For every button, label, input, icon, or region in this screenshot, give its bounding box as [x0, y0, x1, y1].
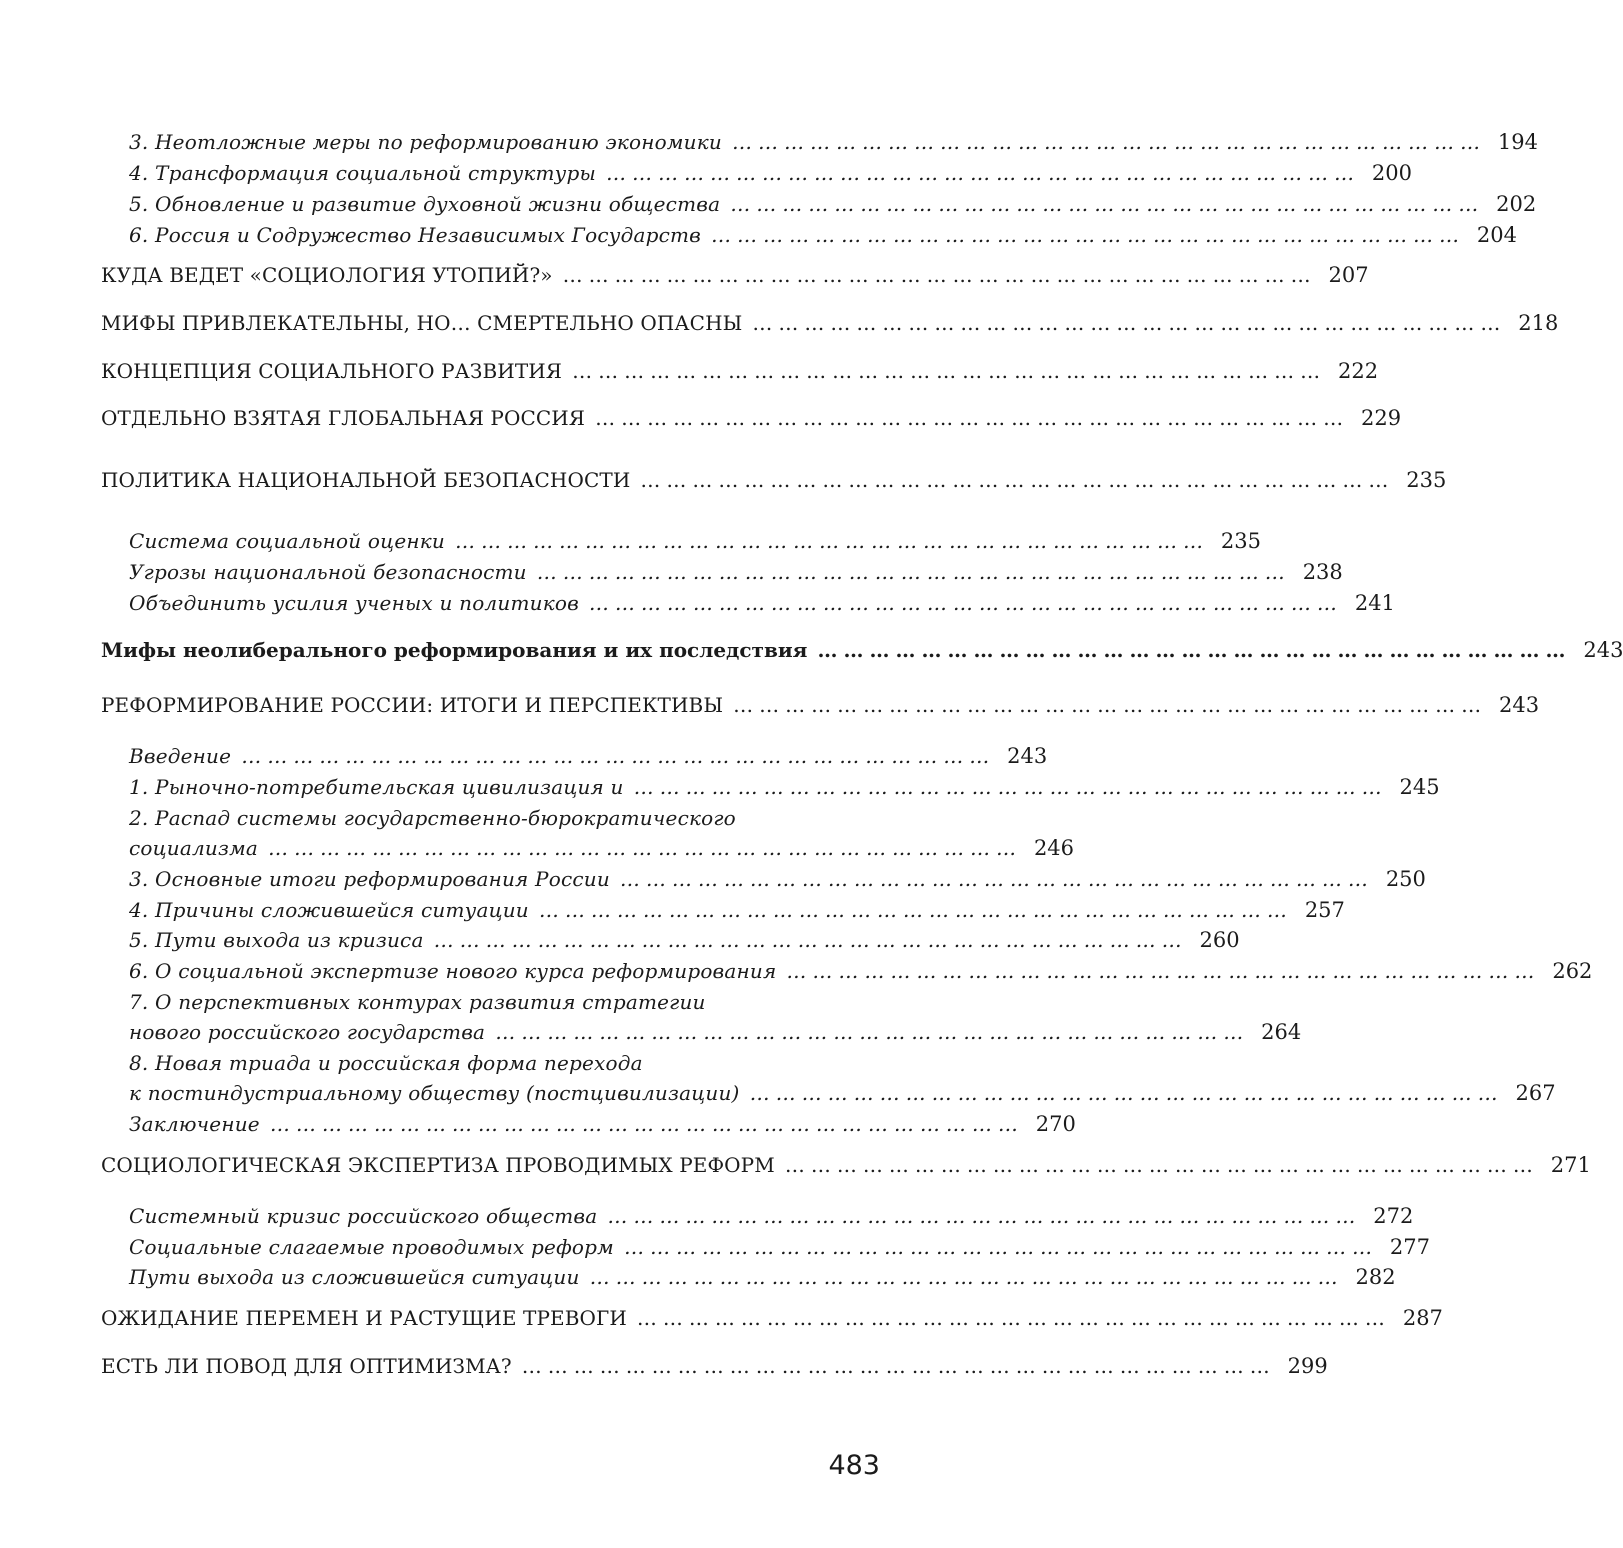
toc-entry[interactable]: [129, 1081, 1556, 1105]
toc-entry-page: 202: [1496, 192, 1537, 216]
toc-entry-page: 271: [1550, 1153, 1591, 1177]
dot-leader: ……………………………………………………………………………: [607, 1204, 1362, 1228]
toc-entry-page: 200: [1371, 161, 1412, 185]
dot-leader: ……………………………………………………………………………: [495, 1020, 1250, 1044]
dot-leader: ……………………………………………………………………………: [562, 263, 1317, 287]
dot-leader: ……………………………………………………………………………: [595, 406, 1350, 430]
toc-entry[interactable]: [129, 1265, 1396, 1289]
toc-entry-page: 245: [1399, 775, 1440, 799]
toc-entry-title-line1: 2. Распад системы государственно-бюрократического: [129, 806, 736, 830]
dot-leader: ……………………………………………………………………………: [269, 1112, 1024, 1136]
toc-entry-title: Система социальной оценки: [129, 529, 445, 553]
toc-entry-title: 3. Неотложные меры по реформированию экономики: [129, 130, 722, 154]
dot-leader: ……………………………………………………………………………: [588, 591, 1343, 615]
toc-entry[interactable]: [129, 161, 1412, 185]
toc-entry[interactable]: [129, 1112, 1076, 1136]
toc-entry-title: ОТДЕЛЬНО ВЗЯТАЯ ГЛОБАЛЬНАЯ РОССИЯ: [101, 406, 586, 430]
dot-leader: ……………………………………………………………………………: [619, 867, 1374, 891]
toc-entry[interactable]: [129, 560, 1343, 584]
toc-entry-page: 204: [1476, 223, 1517, 247]
toc-entry[interactable]: [129, 1020, 1302, 1044]
toc-entry-page: 238: [1302, 560, 1343, 584]
dot-leader: ……………………………………………………………………………: [817, 638, 1572, 662]
dot-leader: ……………………………………………………………………………: [572, 359, 1327, 383]
toc-entry-title: 3. Основные итоги реформирования России: [129, 867, 610, 891]
toc-entry-page: 299: [1287, 1354, 1328, 1378]
toc-entry-title: Объединить усилия ученых и политиков: [129, 591, 579, 615]
dot-leader: ……………………………………………………………………………: [536, 560, 1291, 584]
dot-leader: ……………………………………………………………………………: [749, 1081, 1504, 1105]
toc-entry[interactable]: [101, 263, 1369, 287]
dot-leader: ……………………………………………………………………………: [733, 693, 1488, 717]
toc-entry[interactable]: [129, 130, 1538, 154]
dot-leader: ……………………………………………………………………………: [538, 898, 1293, 922]
dot-leader: ……………………………………………………………………………: [731, 130, 1486, 154]
toc-entry-title: МИФЫ ПРИВЛЕКАТЕЛЬНЫ, НО… СМЕРТЕЛЬНО ОПАСНЫ: [101, 311, 743, 335]
toc-entry-page: 243: [1007, 744, 1048, 768]
toc-entry[interactable]: [129, 744, 1048, 768]
toc-entry[interactable]: [101, 1153, 1591, 1177]
toc-entry-title: СОЦИОЛОГИЧЕСКАЯ ЭКСПЕРТИЗА ПРОВОДИМЫХ РЕФОРМ: [101, 1153, 775, 1177]
toc-entry-page: 262: [1552, 959, 1593, 983]
dot-leader: ……………………………………………………………………………: [241, 744, 996, 768]
dot-leader: ……………………………………………………………………………: [730, 192, 1485, 216]
toc-entry-page: 282: [1355, 1265, 1396, 1289]
dot-leader: ……………………………………………………………………………: [589, 1265, 1344, 1289]
toc-entry-title: 4. Трансформация социальной структуры: [129, 161, 596, 185]
toc-entry[interactable]: [129, 192, 1537, 216]
dot-leader: ……………………………………………………………………………: [784, 1153, 1539, 1177]
toc-entry-page: 229: [1360, 406, 1402, 430]
toc-entry-title: нового российского государства: [129, 1020, 486, 1044]
dot-leader: ……………………………………………………………………………: [268, 836, 1023, 860]
toc-entry[interactable]: [101, 693, 1540, 717]
toc-entry-page: 243: [1499, 693, 1540, 717]
toc-entry[interactable]: [101, 1306, 1443, 1330]
toc-entry-title: к постиндустриальному обществу (постцивилизации): [129, 1081, 740, 1105]
toc-entry-title: Пути выхода из сложившейся ситуации: [129, 1265, 580, 1289]
toc-entry-page: 241: [1354, 591, 1395, 615]
toc-entry-title-line1: 7. О перспективных контурах развития стратегии: [129, 990, 706, 1014]
dot-leader: ……………………………………………………………………………: [623, 1235, 1378, 1259]
toc-entry-page: 250: [1385, 867, 1426, 891]
toc-entry-title: ОЖИДАНИЕ ПЕРЕМЕН И РАСТУЩИЕ ТРЕВОГИ: [101, 1306, 627, 1330]
toc-entry[interactable]: [129, 836, 1075, 860]
toc-entry-title: Социальные слагаемые проводимых реформ: [129, 1235, 614, 1259]
toc-entry-title: социализма: [129, 836, 259, 860]
dot-leader: ……………………………………………………………………………: [633, 775, 1388, 799]
toc-entry-title: Заключение: [129, 1112, 260, 1136]
toc-entry-page: 270: [1035, 1112, 1076, 1136]
toc-entry[interactable]: [101, 468, 1447, 492]
toc-entry-title: 4. Причины сложившейся ситуации: [129, 898, 529, 922]
toc-entry[interactable]: [129, 959, 1593, 983]
toc-entry-page: 257: [1304, 898, 1345, 922]
toc-entry-title: 5. Пути выхода из кризиса: [129, 928, 424, 952]
dot-leader: ……………………………………………………………………………: [454, 529, 1209, 553]
toc-entry-title: Введение: [129, 744, 232, 768]
toc-entry-page: 235: [1406, 468, 1447, 492]
toc-entry[interactable]: [101, 406, 1402, 430]
toc-entry[interactable]: [129, 1204, 1414, 1228]
toc-entry-title: КОНЦЕПЦИЯ СОЦИАЛЬНОГО РАЗВИТИЯ: [101, 359, 563, 383]
toc-entry-title: ПОЛИТИКА НАЦИОНАЛЬНОЙ БЕЗОПАСНОСТИ: [101, 468, 631, 492]
toc-entry-page: 222: [1337, 359, 1379, 383]
toc-entry[interactable]: [129, 928, 1240, 952]
toc-entry[interactable]: [129, 867, 1426, 891]
toc-entry[interactable]: [101, 1354, 1328, 1378]
toc-entry-page: 260: [1199, 928, 1240, 952]
toc-entry-title: 1. Рыночно-потребительская цивилизация и: [129, 775, 624, 799]
dot-leader: ……………………………………………………………………………: [521, 1354, 1276, 1378]
toc-entry-page: 246: [1033, 836, 1075, 860]
toc-entry[interactable]: [129, 529, 1261, 553]
toc-entry[interactable]: [129, 591, 1395, 615]
toc-entry[interactable]: [129, 775, 1440, 799]
toc-entry-title: 6. Россия и Содружество Независимых Государств: [129, 223, 701, 247]
toc-entry-page: 207: [1328, 263, 1369, 287]
toc-entry-page: 218: [1518, 311, 1559, 335]
toc-entry-title: 5. Обновление и развитие духовной жизни общества: [129, 192, 721, 216]
dot-leader: ……………………………………………………………………………: [433, 928, 1188, 952]
toc-entry-page: 264: [1261, 1020, 1302, 1044]
toc-entry-title: Мифы неолиберального реформирования и их последствия: [101, 638, 808, 662]
toc-entry-page: 267: [1515, 1081, 1556, 1105]
toc-entry-page: 235: [1220, 529, 1261, 553]
toc-entry-page: 277: [1389, 1235, 1430, 1259]
toc-entry[interactable]: [129, 1235, 1430, 1259]
dot-leader: ……………………………………………………………………………: [786, 959, 1541, 983]
toc-entry[interactable]: [129, 223, 1517, 247]
dot-leader: ……………………………………………………………………………: [605, 161, 1360, 185]
toc-entry-title: КУДА ВЕДЕТ «СОЦИОЛОГИЯ УТОПИЙ?»: [101, 263, 553, 287]
toc-entry-title: Угрозы национальной безопасности: [129, 560, 527, 584]
toc-entry[interactable]: [129, 898, 1345, 922]
toc-entry-page: 287: [1402, 1306, 1443, 1330]
toc-entry-page: 194: [1497, 130, 1538, 154]
toc-entry-page: 272: [1373, 1204, 1414, 1228]
toc-entry-title: ЕСТЬ ЛИ ПОВОД ДЛЯ ОПТИМИЗМА?: [101, 1354, 512, 1378]
dot-leader: ……………………………………………………………………………: [752, 311, 1507, 335]
page-number: 483: [828, 1450, 880, 1481]
toc-entry-title: Системный кризис российского общества: [129, 1204, 598, 1228]
dot-leader: ……………………………………………………………………………: [710, 223, 1465, 247]
dot-leader: ……………………………………………………………………………: [640, 468, 1395, 492]
toc-entry-title: РЕФОРМИРОВАНИЕ РОССИИ: ИТОГИ И ПЕРСПЕКТИВЫ: [101, 693, 724, 717]
toc-entry-page: 243: [1583, 638, 1623, 662]
toc-entry[interactable]: [101, 311, 1559, 335]
toc-entry[interactable]: [101, 359, 1379, 383]
toc-entry[interactable]: [101, 638, 1623, 662]
toc-entry-title: 6. О социальной экспертизе нового курса реформирования: [129, 959, 777, 983]
toc-entry-title-line1: 8. Новая триада и российская форма перехода: [129, 1051, 643, 1075]
dot-leader: ……………………………………………………………………………: [636, 1306, 1391, 1330]
